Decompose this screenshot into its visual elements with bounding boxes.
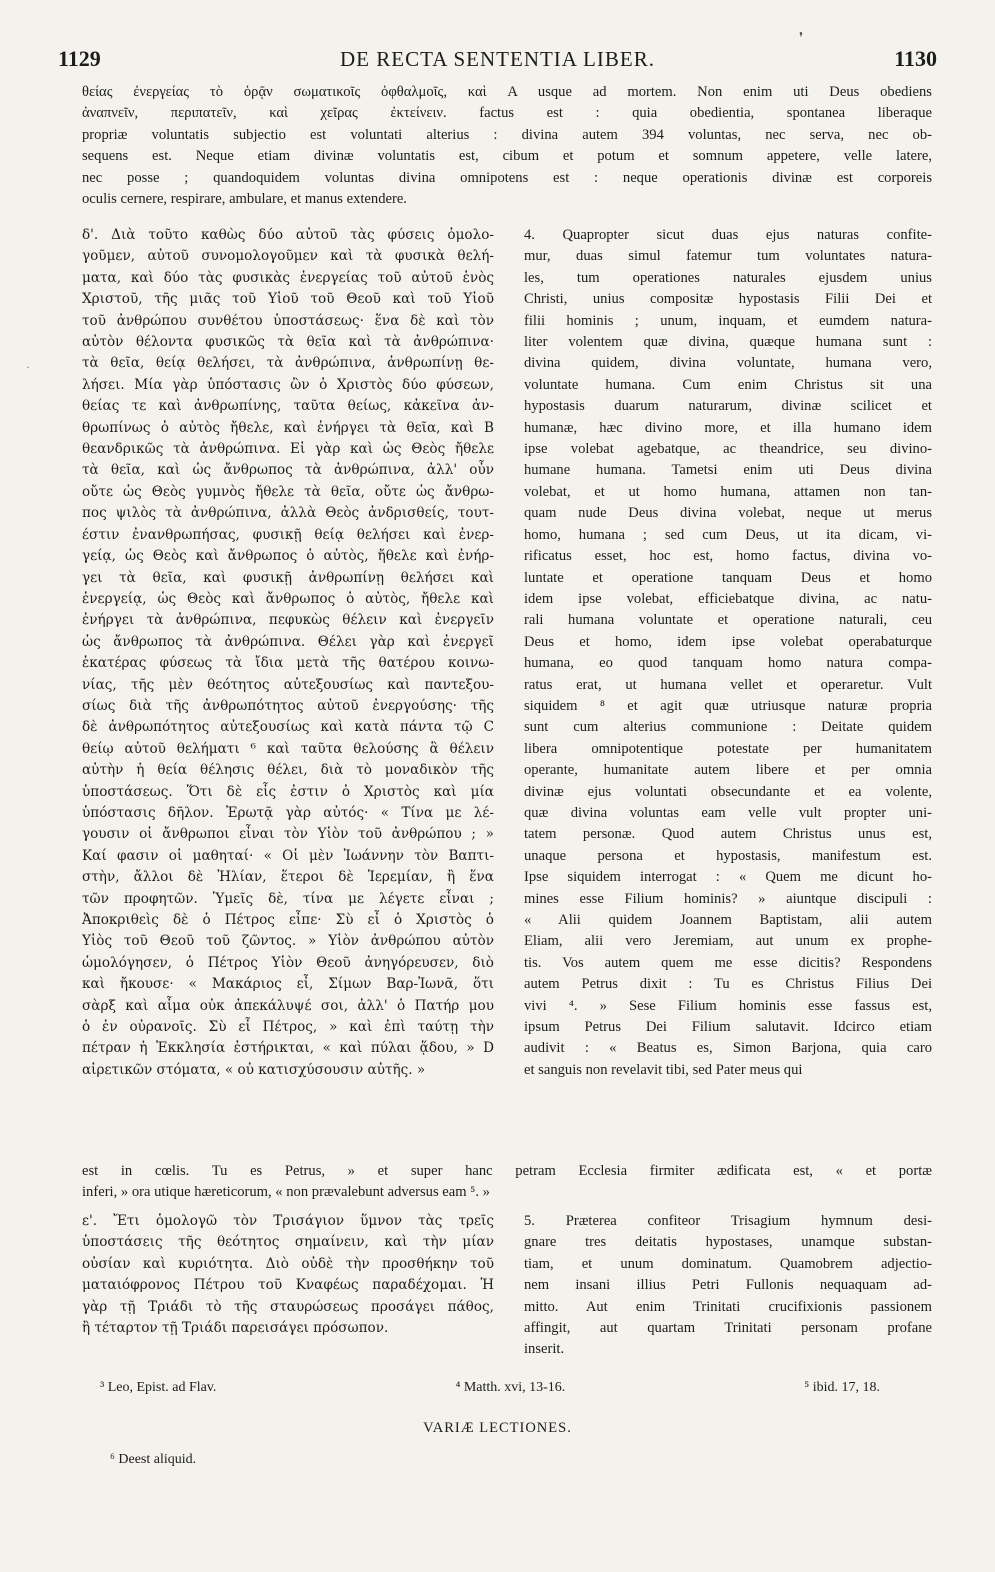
text-line: Υἱὸς τοῦ Θεοῦ τοῦ ζῶντος. » Υἱὸν ἀνθρώπου αὐτὸν [82,933,494,950]
text-line: est in cœlis. Tu es Petrus, » et super hanc petram Ecclesia firmiter ædificata est, « et portæ [82,1163,932,1179]
text-line: operante, humanitate autem libere et per omnia [524,762,932,779]
running-header [58,46,937,82]
text-line: ὁ ἐν οὐρανοῖς. Σὺ εἶ Πέτρος, » καὶ ἐπὶ ταύτῃ τὴν [82,1019,494,1036]
text-line: unaque persona et hypostasis, manifestum est. [524,847,932,864]
text-line: quæ divina voluntas eam velle vult propter uni- [524,804,932,821]
text-line: γὰρ τῇ Τριάδι τὸ τῆς σταυρώσεως προσάγει πάθος, [82,1298,494,1315]
text-line: nem insani illius Petri Fullonis nequaquam ad- [524,1277,932,1294]
text-line: humanæ, hæc divino more, et illa humano idem [524,419,932,436]
text-line: λήσει. Μία γὰρ ὑπόστασις ὢν ὁ Χριστὸς δύο φύσεων, [82,376,494,393]
text-line: divina quidem, divina voluntate, humana vero, [524,355,932,372]
text-line: ματα, καὶ δύο τὰς φυσικὰς ἐνεργείας τοῦ αὐτοῦ ἑνὸς [82,269,494,286]
text-line: ὑποστάσεις τῆς θεότητος σημαίνειν, καὶ τὴν μίαν [82,1234,494,1251]
text-line: luntate et operatione tanquam Deus et homo [524,569,932,586]
text-line: inferi, » ora utique hæreticorum, « non prævalebunt adversus eam ⁵. » [82,1184,490,1201]
variae-lectiones-heading: VARIÆ LECTIONES. [423,1420,572,1436]
footnote: ⁵ ibid. 17, 18. [804,1380,880,1395]
text-line: δὲ ἀνθρωπότητος αὐτεξουσίως καὶ κατὰ πάντα τῷ C [82,719,494,736]
text-line: idem ipse volebat, efficiebatque divina, ac natu- [524,590,932,607]
text-line: τὰ θεῖα, θείᾳ θελήσει, τὰ ἀνθρώπινα, ἀνθρωπίνῃ θε- [82,355,494,372]
footnote: ³ Leo, Epist. ad Flav. [100,1380,217,1395]
text-line: στὴν, ἄλλοι δὲ Ἠλίαν, ἕτεροι δὲ Ἱερεμίαν, ἢ ἕνα [82,869,494,886]
text-line: libera omnipotentique potestate per humanitatem [524,740,932,757]
text-line: ἢ τέταρτον τῇ Τριάδι παρεισάγει πρόσωπον. [82,1320,389,1337]
margin-mark-icon: · [26,360,30,374]
greek-column [82,225,494,1081]
text-line: Χριστοῦ, τῆς μιᾶς τοῦ Υἱοῦ τοῦ Θεοῦ καὶ τοῦ Υἱοῦ [82,291,494,308]
text-line: tiam, et unum dominatum. Quamobrem adjectio- [524,1255,932,1272]
footnotes [100,1380,880,1396]
text-line: gnare tres deitatis hypostases, unamque substan- [524,1234,932,1251]
text-line: ε'. Ἔτι ὁμολογῶ τὸν Τρισάγιον ὕμνον τὰς τρεῖς [82,1213,494,1229]
text-line: quam nude Deus divina volebat, neque ut merus [524,505,932,522]
text-line: ὡς ἄνθρωπος τὰ ἀνθρώπινα. Θέλει γὰρ καὶ ἐνεργεῖ [82,633,494,650]
text-line: hypostasis duarum naturarum, divinæ scilicet et [524,398,932,415]
text-line: γοῦμεν, αὐτοῦ συνομολογοῦμεν καὶ τὰ φυσικὰ θελή- [82,248,494,265]
text-line: τὰ θεῖα, καὶ ὡς ἄνθρωπος τὰ ἀνθρώπινα, ἀλλ' οὖν [82,462,494,479]
text-line: mitto. Aut enim Trinitati crucifixionis passionem [524,1298,932,1315]
text-line: sunt cum alterius communione : Deitate quidem [524,719,932,736]
right-page-number: 1130 [894,46,937,71]
text-line: rificatus esset, hoc est, homo factus, divina vo- [524,548,932,565]
text-line: ὑπόστασις δῆλον. Ἐρωτᾷ γὰρ αὐτός· « Τίνα με λέ- [82,804,494,821]
text-line: sequens est. Neque etiam divinæ voluntatis est, cibum et potum et somnum appetere, velle latere, [82,148,932,165]
text-line: mur, duas simul fatemur tum voluntates natura- [524,248,932,265]
text-line: humana, eo quod tanquam homo natura compa- [524,655,932,672]
greek-column-section-5 [82,1211,494,1339]
text-line: ἀναπνεῖν, περιπατεῖν, καὶ χεῖρας ἐκτείνειν. factus est : quia obedientia, spontanea liberaque [82,105,932,122]
text-line: ὑποστάσεως. Ὅτι δὲ εἷς ἐστιν ὁ Χριστὸς καὶ μία [82,783,494,800]
text-line: homo, humana ; sed cum Deus, ut ita dicam, vi- [524,526,932,543]
text-line: νίας, τῆς μὲν θεότητος αὐτεξουσίως καὶ παντεξου- [82,676,494,693]
text-line: propriæ voluntatis subjectio est voluntati alterius : divina autem 394 voluntas, nec serva, nec ob- [82,126,932,143]
text-line: πέτραν ἡ Ἐκκλησία ἐστήρικται, « καὶ πύλαι ᾅδου, » D [82,1040,494,1057]
text-line: siquidem ⁸ et agit quæ utriusque naturæ propria [524,697,932,714]
variant-note: ⁶ Deest aliquid. [110,1452,197,1467]
text-line: les, tum operationes naturales ejusdem unius [524,269,932,286]
text-line: γει τὰ θεῖα, καὶ φυσικῇ ἀνθρωπίνῃ θελήσει καὶ [82,569,494,586]
stray-mark-icon: ❜ [799,30,803,44]
text-line: divinæ ejus voluntati obsecundante et ea volente, [524,783,932,800]
text-line: et sanguis non revelavit tibi, sed Pater meus qui [524,1061,803,1078]
running-title: DE RECTA SENTENTIA LIBER. [340,47,655,71]
text-line: « Alii quidem Joannem Baptistam, alii autem [524,912,932,928]
left-page-number: 1129 [58,46,101,71]
latin-column [524,225,932,1081]
text-line: ματαιόφρονος Πέτρου τοῦ Κναφέως παραδέχομαι. Ἡ [82,1277,494,1294]
text-line: ἑκατέρας φύσεως τὰ ἴδια μετὰ τῆς θατέρου κοινω- [82,655,494,672]
text-line: Eliam, alii vero Jeremiam, aut unum ex prophe- [524,933,932,950]
text-line: Ἀποκριθεὶς δὲ ὁ Πέτρος εἶπε· Σὺ εἶ ὁ Χριστὸς ὁ [82,912,494,928]
text-line: τῶν προφητῶν. Ὑμεῖς δὲ, τίνα με λέγετε εἶναι ; [82,890,494,907]
text-line: θρωπίνως ὁ αὐτὸς ἤθελε, καὶ ἐνήργει τὰ θεῖα, καὶ B [82,419,494,436]
text-line: autem Petrus dixit : Tu es Christus Filius Dei [524,976,932,993]
text-line: humane humana. Tametsi enim uti Deus divina [524,462,932,479]
text-line: αἱρετικῶν στόματα, « οὐ κατισχύσουσιν αὐτῆς. » [82,1061,426,1078]
text-line: ἐνεργείᾳ, ὡς Θεὸς καὶ ἄνθρωπος ὁ αὐτὸς, ἤθελε καὶ [82,590,494,607]
text-line: ὡμολόγησεν, ὁ Πέτρος Υἱὸν Θεοῦ ἀνηγόρευσεν, διὸ [82,954,494,971]
latin-column-section-5 [524,1211,932,1361]
text-line: πος ψιλὸς τὰ ἀνθρώπινα, ἀλλὰ Θεὸς ἀνδρισθείς, τουτ- [82,505,494,522]
text-line: nec posse ; quandoquidem voluntas divina omnipotens est : neque operationis divinæ est corporeis [82,169,932,186]
text-line: ratus erat, ut humana vellet et operaretur. Vult [524,676,932,693]
text-line: ipsum Petrus Dei Filium salutavit. Idcirco etiam [524,1019,932,1036]
text-line: ἐνήργει τὰ ἀνθρώπινα, πεφυκὼς θέλειν καὶ ἐνεργεῖν [82,612,494,629]
text-line: mines esse Filium hominis? » aiuntque discipuli : [524,890,932,907]
text-line: οὐσίαν καὶ κυριότητα. Διὸ οὐδὲ τὴν προσθήκην τοῦ [82,1255,494,1272]
continuation-block [82,1161,932,1204]
text-line: αὐτὴν ἡ θεία θέλησις θέλει, διὰ τὸ μοναδικὸν τῆς [82,762,494,779]
text-line: voluntate humana. Cum enim Christus sit una [524,376,932,393]
footnote: ⁴ Matth. xvi, 13-16. [455,1380,566,1395]
text-line: αὐτὸν θέλοντα φυσικῶς τὰ θεῖα καὶ τὰ ἀνθρώπινα· [82,334,494,351]
text-line: θείῳ αὐτοῦ θελήματι ⁶ καὶ ταῦτα θελούσης ἃ θέλειν [82,740,494,757]
text-line: θεανδρικῶς τὰ ἀνθρώπινα. Εἰ γὰρ καὶ ὡς Θεὸς ἤθελε [82,441,494,458]
text-line: 5. Præterea confiteor Trisagium hymnum desi- [524,1213,932,1229]
text-line: inserit. [524,1341,565,1358]
text-line: γουσιν οἱ ἄνθρωποι εἶναι τὸν Υἱὸν τοῦ ἀνθρώπου ; » [82,826,494,843]
text-line: έστιν ἐνανθρωπήσας, φυσικῇ θείᾳ θελήσει καὶ ἐνερ- [82,526,494,543]
text-line: affingit, aut quartam Trinitati personam profane [524,1320,932,1337]
text-line: καὶ ἤκουσε· « Μακάριος εἶ, Σίμων Βαρ-Ἰωνᾶ, ὅτι [82,976,494,993]
text-line: volebat, et ut homo humana, attamen non tan- [524,483,932,500]
text-line: θείας ἐνεργείας τὸ ὁρᾷν σωματικοῖς ὀφθαλμοῖς, καὶ A usque ad mortem. Non enim uti Deus obediens [82,84,932,100]
text-line: vivi ⁴. » Sese Filium hominis esse fassus est, [524,997,932,1014]
text-line: oculis cernere, respirare, ambulare, et manus extendere. [82,191,407,208]
text-line: tatem personæ. Quod autem Christus unus est, [524,826,932,843]
text-line: Ipse siquidem interrogat : « Quem me dicunt ho- [524,869,932,886]
text-line: tis. Vos autem quem me esse dicitis? Respondens [524,954,932,971]
text-line: liter volentem quæ divina, quæque humana sunt : [524,334,932,351]
text-line: rali humana voluntate et operatione naturali, ceu [524,612,932,629]
text-line: filii hominis ; unum, inquam, et eumdem natura- [524,312,932,329]
text-line: σίως διὰ τῆς ἀνθρωπότητος αὐτοῦ ἐνεργούσης· τῆς [82,697,494,714]
top-text-block [82,82,932,210]
text-line: Deus et homo, idem ipse volebat operabaturque [524,633,932,650]
text-line: γείᾳ, ὡς Θεὸς καὶ ἄνθρωπος ὁ αὐτὸς, ἤθελε καὶ ἐνήρ- [82,548,494,565]
text-line: θείας τε καὶ ἀνθρωπίνης, ταῦτα θείως, κἀκεῖνα ἀν- [82,398,494,415]
text-line: σὰρξ καὶ αἷμα οὐκ ἀπεκάλυψέ σοι, ἀλλ' ὁ Πατήρ μου [82,997,494,1014]
text-line: Καί φασιν οἱ μαθηταί· « Οἱ μὲν Ἰωάννην τὸν Βαπτι- [82,847,494,864]
text-line: τοῦ ἀνθρώπου συνθέτου ὑποστάσεως· ἕνα δὲ καὶ τὸν [82,312,494,329]
text-line: audivit : « Beatus es, Simon Barjona, quia caro [524,1040,932,1057]
text-line: ipse volebat agebatque, ac theandrice, seu divino- [524,441,932,458]
text-line: δ'. Διὰ τοῦτο καθὼς δύο αὐτοῦ τὰς φύσεις ὁμολο- [82,227,494,243]
text-line: οὔτε ὡς Θεὸς γυμνὸς ἤθελε τὰ θεῖα, οὔτε ὡς ἄνθρω- [82,483,494,500]
text-line: 4. Quapropter sicut duas ejus naturas confite- [524,227,932,243]
text-line: Christi, unius compositæ hypostasis Filii Dei et [524,291,932,308]
